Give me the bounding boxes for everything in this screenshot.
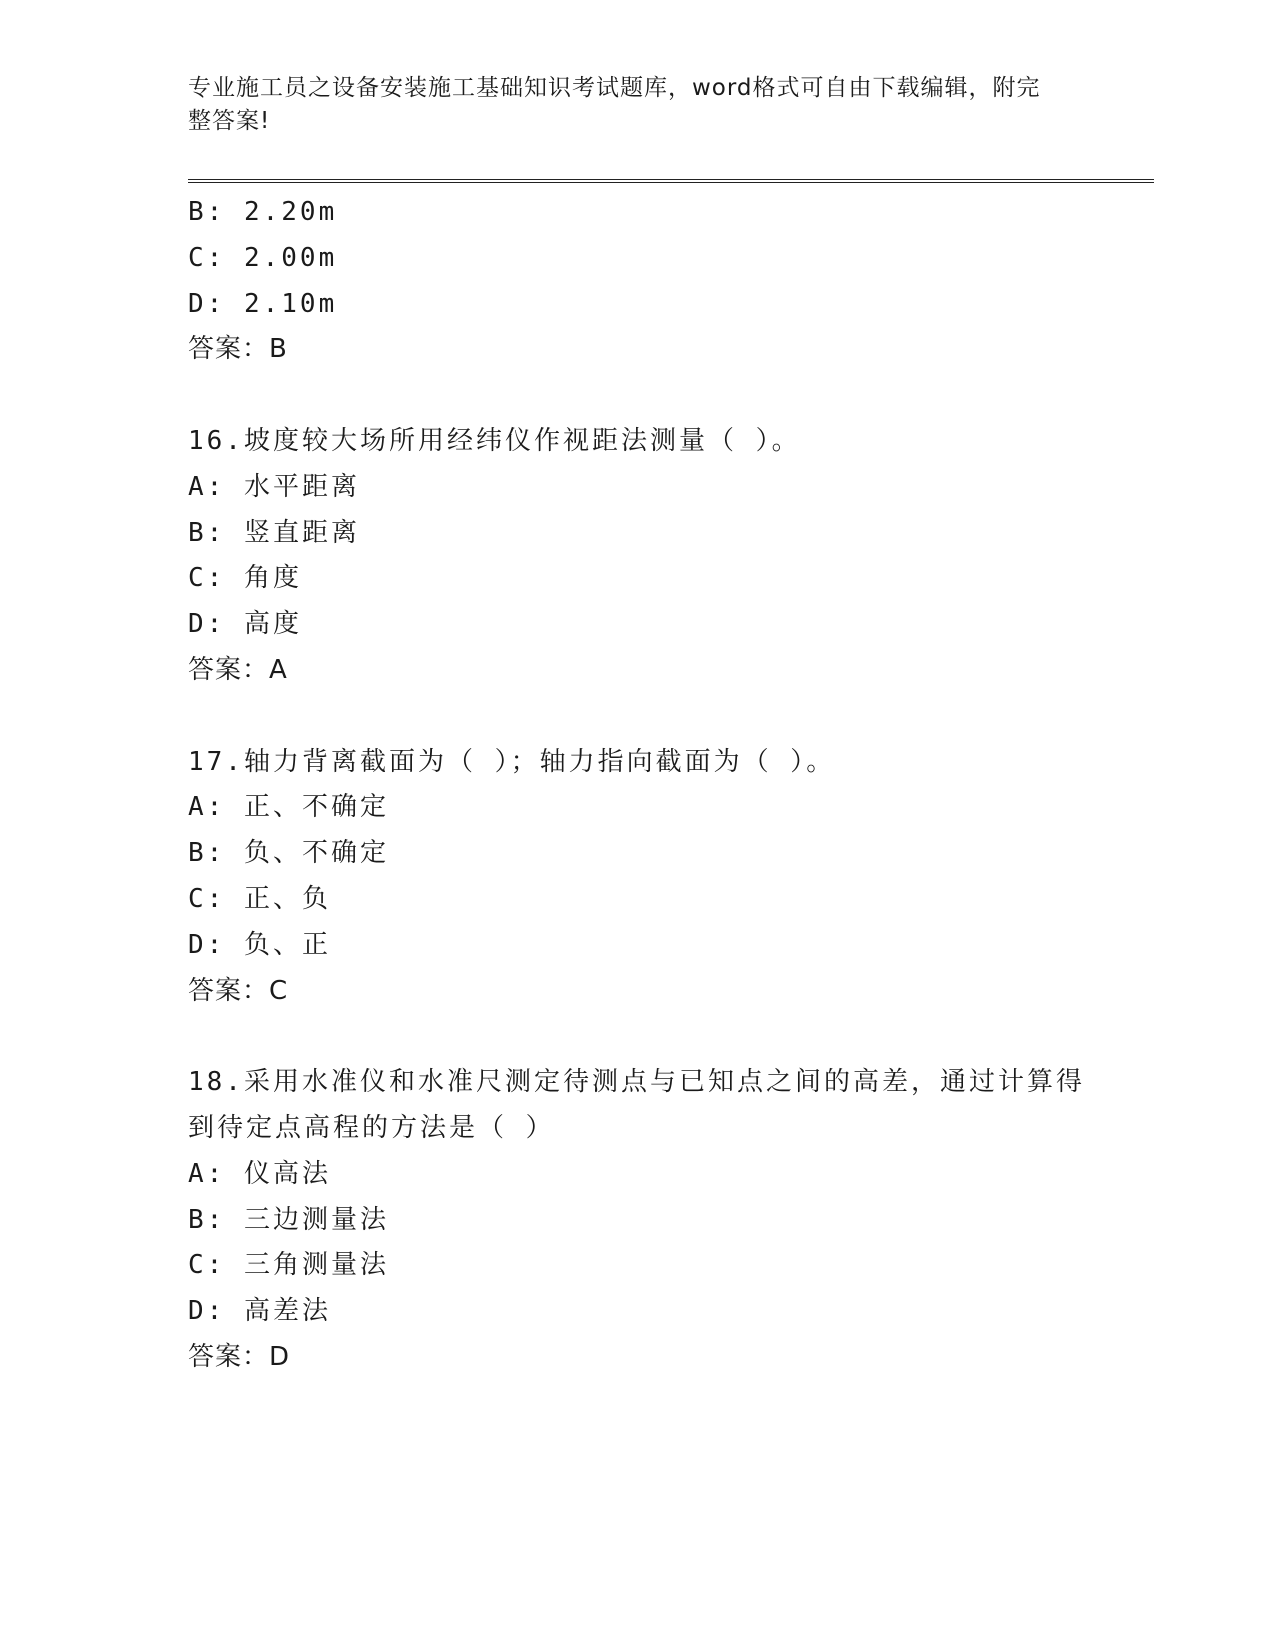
option-b: B: 负、不确定 [188,838,389,869]
option-c: C: 角度 [188,563,302,594]
option-d: D: 2.10m [188,288,338,319]
document-header [188,72,1068,138]
option-d: D: 高差法 [188,1296,331,1327]
spacer [188,1014,1128,1060]
question-16-block [188,419,1128,694]
option-c: C: 2.00m [188,242,338,273]
question-stem: 16.坡度较大场所用经纬仪作视距法测量（ ）。 [188,425,801,456]
answer-line: 答案：C [188,975,289,1006]
spacer [188,373,1128,419]
question-17-block [188,740,1128,1015]
option-d: D: 高度 [188,609,302,640]
option-b: B: 竖直距离 [188,517,360,548]
answer-line: 答案：D [188,1341,291,1372]
option-a: A: 正、不确定 [188,792,389,823]
answer-line: 答案：B [188,334,288,365]
option-a: A: 水平距离 [188,471,360,502]
option-b: B: 2.20m [188,197,338,227]
prev-question-block [188,190,1128,373]
option-b: B: 三边测量法 [188,1204,389,1235]
option-c: C: 三角测量法 [188,1250,389,1281]
spacer [188,694,1128,740]
question-content [188,190,1128,1381]
header-line-2: 整答案! [188,108,271,134]
header-line-1: 专业施工员之设备安装施工基础知识考试题库，word格式可自由下载编辑，附完 [188,75,1041,101]
question-stem-line-2: 到待定点高程的方法是（ ） [188,1112,555,1143]
question-18-block [188,1060,1128,1381]
header-divider [188,179,1154,183]
question-stem: 17.轴力背离截面为（ ）；轴力指向截面为（ ）。 [188,746,836,777]
option-a: A: 仪高法 [188,1158,331,1189]
question-stem-line-1: 18.采用水准仪和水准尺测定待测点与已知点之间的高差，通过计算得 [188,1067,1085,1098]
option-d: D: 负、正 [188,929,331,960]
option-c: C: 正、负 [188,883,331,914]
answer-line: 答案：A [188,654,288,685]
